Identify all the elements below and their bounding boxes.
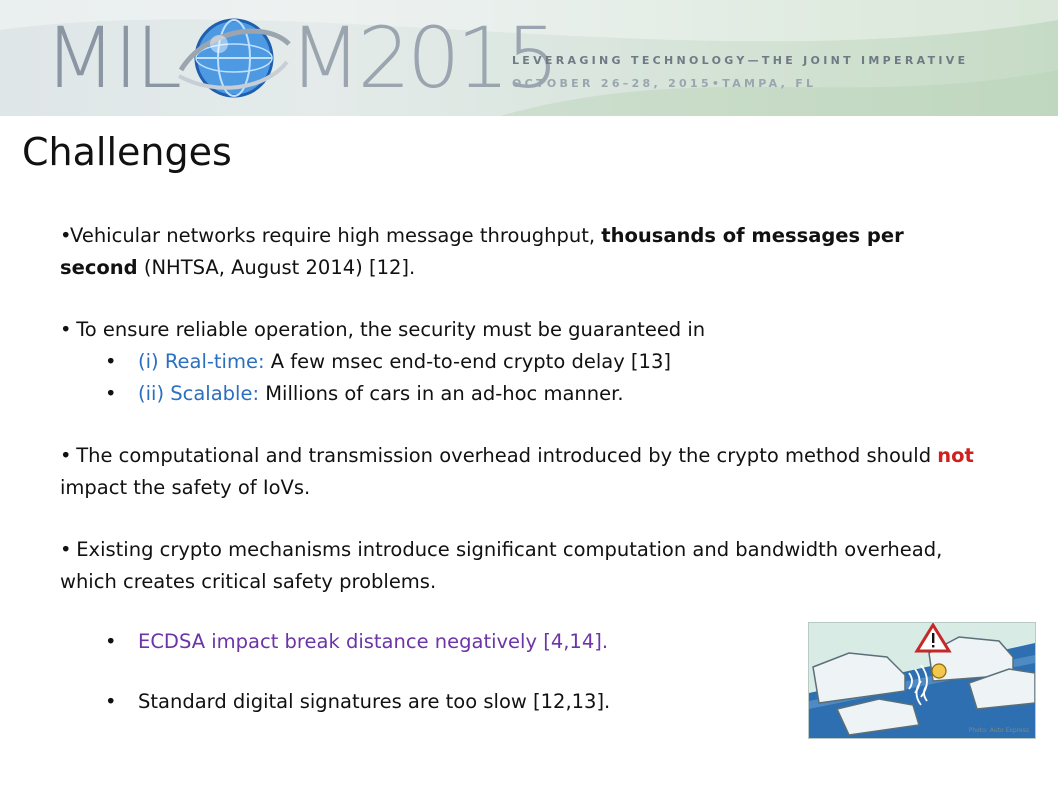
- bullet-dot-icon: •: [105, 382, 117, 405]
- milcom-logo: [44, 4, 555, 112]
- bullet-dot-icon: •: [60, 224, 72, 247]
- sub-bullet-signatures: • Standard digital signatures are too slow [12,13].: [60, 686, 980, 718]
- sub-bullet-ecdsa: • ECDSA impact break distance negatively [4,14].: [60, 626, 980, 658]
- bullet-dot-icon: •: [60, 538, 72, 561]
- bullet-throughput: •Vehicular networks require high message throughput, thousands of messages per second (NHTSA, August 2014) [12].: [60, 220, 980, 284]
- sub-bullet-real-time: • (i) Real-time: A few msec end-to-end crypto delay [13]: [60, 346, 980, 378]
- emphasis-throughput: thousands of messages per second: [60, 224, 904, 279]
- logo-text-right: M2015: [289, 9, 556, 107]
- vehicle-network-illustration: [808, 622, 1036, 739]
- illustration-caption: Photo: Auto Express: [968, 727, 1029, 734]
- banner-tagline: LEVERAGING TECHNOLOGY—THE JOINT IMPERATIVE: [512, 54, 969, 67]
- header-banner: [0, 0, 1058, 116]
- globe-icon: [175, 10, 293, 106]
- bullet-existing-crypto: • Existing crypto mechanisms introduce significant computation and bandwidth overhead, which creates critical safety problems.: [60, 534, 980, 598]
- bullet-dot-icon: •: [105, 630, 117, 653]
- emphasis-not: not: [937, 444, 974, 467]
- bullet-dot-icon: •: [105, 690, 117, 713]
- sub-bullet-scalable: • (ii) Scalable: Millions of cars in an ad-hoc manner.: [60, 378, 980, 410]
- label-real-time: (i) Real-time:: [138, 350, 265, 373]
- banner-event-date: OCTOBER 26–28, 2015•TAMPA, FL: [512, 77, 817, 90]
- vehicle-network-drawing: [809, 623, 1035, 738]
- bullet-dot-icon: •: [60, 444, 72, 467]
- bullet-dot-icon: •: [60, 318, 72, 341]
- bullet-overhead-safety: • The computational and transmission overhead introduced by the crypto method should not impact the safety of IoVs.: [60, 440, 980, 504]
- label-scalable: (ii) Scalable:: [138, 382, 260, 405]
- slide-title: Challenges: [22, 130, 232, 174]
- bullet-reliable-operation: • To ensure reliable operation, the security must be guaranteed in: [60, 314, 980, 346]
- bullet-dot-icon: •: [105, 350, 117, 373]
- logo-text-left: MIL: [44, 9, 180, 107]
